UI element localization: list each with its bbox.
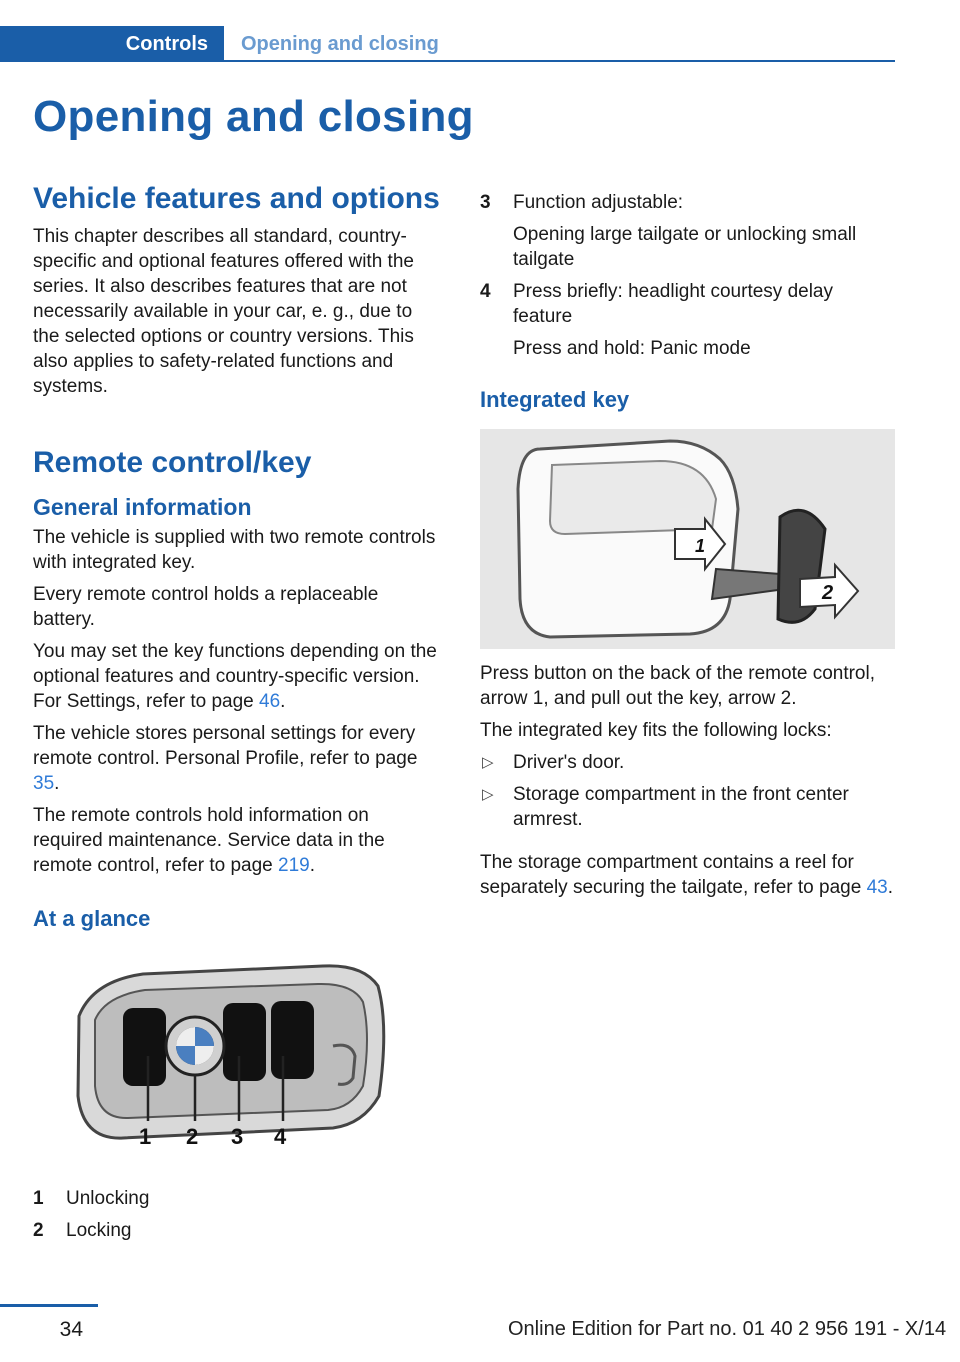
paragraph-key-fits: The integrated key fits the following locks:: [480, 720, 832, 741]
callout-arrow-1: 1: [695, 536, 706, 556]
bullet-triangle-icon: ▷: [482, 754, 494, 771]
chapter-tab[interactable]: Controls: [0, 26, 224, 62]
bullet-triangle-icon: ▷: [482, 786, 494, 803]
edition-note: Online Edition for Part no. 01 40 2 956 191 - X/14: [508, 1318, 947, 1340]
callout-arrow-2: 2: [822, 582, 834, 604]
heading-at-a-glance: At a glance: [33, 906, 151, 931]
paragraph-service-data: The remote controls hold information on required maintenance. Service data in the remote control, refer to page 219.: [33, 805, 385, 876]
paragraph-vehicle-features: This chapter describes all standard, country-specific and optional features offered with the series. It also describes features that are not necessarily available in your car, e. g., due to the selected options or country versions. This also applies to safety-related functions and systems.: [33, 226, 414, 397]
heading-general-information: General information: [33, 494, 252, 520]
paragraph-key-settings: You may set the key functions depending on the optional features and country-specific version. For Settings, refer to page 46.: [33, 641, 437, 712]
list-item: ▷ Driver's door.: [482, 752, 625, 773]
right-column: [480, 190, 895, 900]
callout-1: 1: [139, 1124, 152, 1149]
legend-item: 4 Press briefly: headlight courtesy delay feature Press and hold: Panic mode: [480, 281, 833, 359]
paragraph-press-button: Press button on the back of the remote control, arrow 1, and pull out the key, arrow 2.: [480, 663, 876, 709]
legend-list-left: [33, 1186, 441, 1243]
legend-item: 2 Locking: [33, 1220, 132, 1241]
legend-item: 1 Unlocking: [33, 1188, 150, 1209]
running-header: [0, 26, 895, 62]
list-item: ▷ Storage compartment in the front center armrest.: [482, 784, 849, 830]
page-link-46[interactable]: 46: [259, 691, 281, 712]
heading-integrated-key: Integrated key: [480, 387, 630, 412]
page-link-35[interactable]: 35: [33, 773, 55, 794]
heading-vehicle-features: Vehicle features and options: [33, 182, 440, 215]
paragraph-personal-profile: The vehicle stores personal settings for every remote control. Personal Profile, refer to page 35.: [33, 723, 418, 794]
page-number: 34: [59, 1318, 83, 1341]
bullet-list: [480, 750, 895, 832]
callout-4: 4: [274, 1124, 287, 1149]
integrated-key-illustration: [480, 429, 895, 649]
paragraph-battery: Every remote control holds a replaceable battery.: [33, 584, 379, 630]
paragraph-storage-reel: The storage compartment contains a reel for separately securing the tailgate, refer to page 43.: [480, 852, 893, 898]
heading-remote-control: Remote control/key: [33, 446, 312, 479]
remote-control-illustration: [33, 946, 441, 1176]
page-link-219[interactable]: 219: [278, 855, 310, 876]
footer-rule: [0, 1304, 98, 1307]
page-link-43[interactable]: 43: [866, 877, 888, 898]
page-title: Opening and closing: [33, 92, 474, 141]
callout-3: 3: [231, 1124, 244, 1149]
left-column: [33, 182, 441, 1243]
paragraph-two-remotes: The vehicle is supplied with two remote controls with integrated key.: [33, 527, 436, 573]
header-rule: [224, 60, 895, 62]
legend-item: 3 Function adjustable: Opening large tailgate or unlocking small tailgate: [480, 192, 857, 270]
callout-2: 2: [186, 1124, 199, 1149]
section-title[interactable]: Opening and closing: [241, 33, 439, 55]
